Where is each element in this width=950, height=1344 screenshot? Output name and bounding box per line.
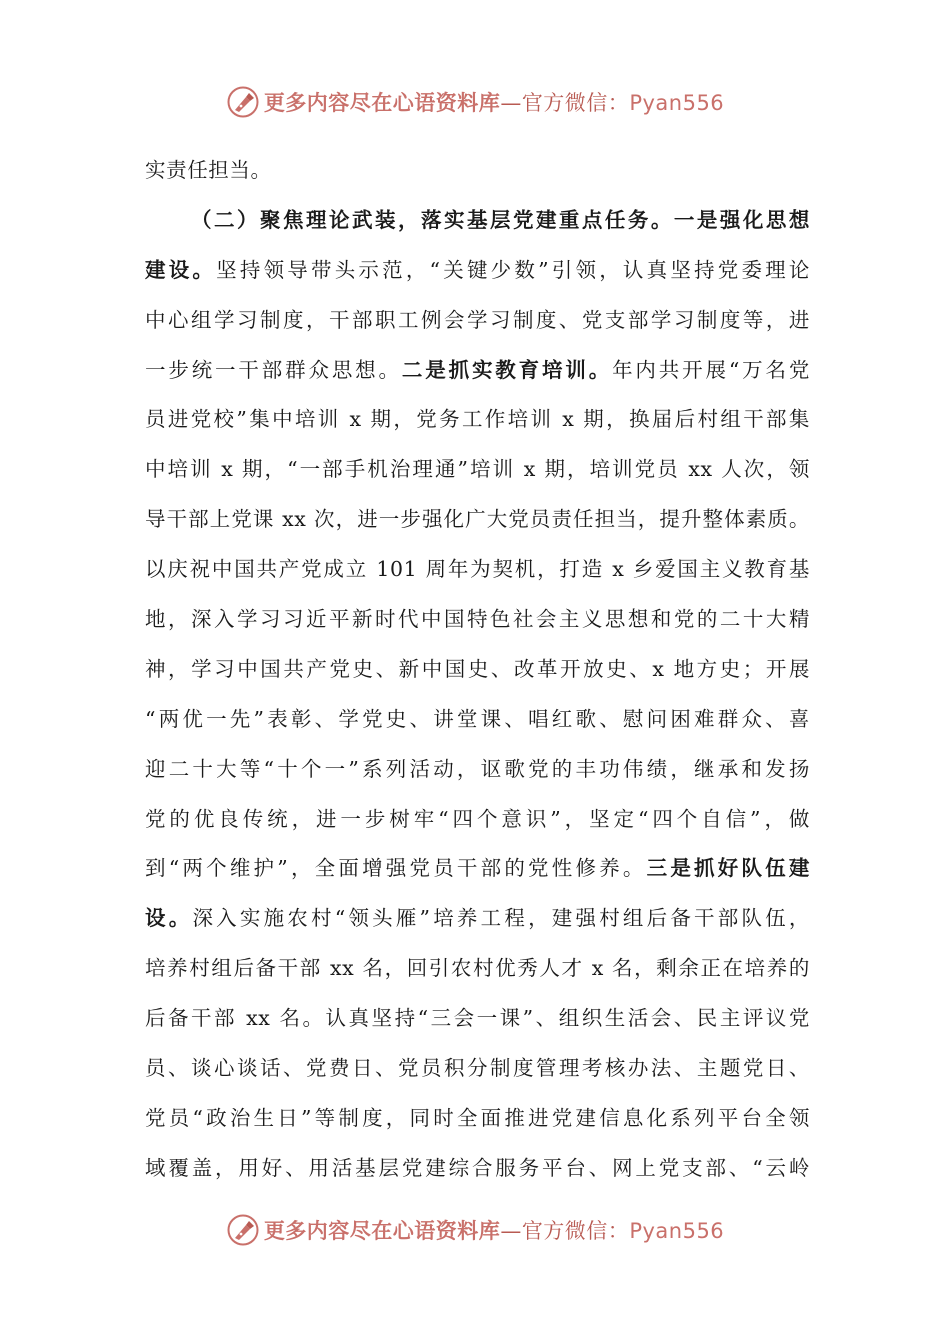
text-line	[145, 250, 810, 300]
text-segment: 坚持领导带头示范，“关键少数”引领，认真坚持党委理论	[216, 257, 810, 282]
text-segment: 深入实施农村“领头雁”培养工程，建强村组后备干部队伍，	[192, 906, 810, 931]
pen-nib-logo-icon	[226, 1213, 260, 1247]
text-segment: 地，深入学习习近平新时代中国特色社会主义思想和党的二十大精	[145, 607, 810, 632]
pen-nib-logo-icon	[226, 85, 260, 119]
watermark-site-name: 更多内容尽在心语资料库	[263, 91, 501, 115]
text-segment: 神，学习中国共产党史、新中国史、改革开放史、x 地方史；开展	[145, 656, 810, 681]
watermark-label: 官方微信：	[521, 1219, 630, 1243]
text-line	[145, 449, 810, 499]
bold-text-segment: 建设。	[145, 257, 217, 282]
watermark-wechat-id: Pyan556	[629, 91, 725, 115]
watermark-banner-top	[0, 80, 950, 124]
bold-text-segment: （二）聚焦理论武装，落实基层党建重点任务。一是强化思想	[191, 207, 810, 232]
text-line	[145, 399, 810, 449]
watermark-banner-bottom	[0, 1208, 950, 1252]
text-segment: 到“两个维护”，全面增强党员干部的党性修养。	[145, 856, 647, 881]
text-line	[145, 848, 810, 898]
text-segment: 年内共开展“万名党	[612, 357, 810, 382]
watermark-site-name: 更多内容尽在心语资料库	[263, 1219, 501, 1243]
text-line	[145, 200, 810, 250]
text-line	[145, 599, 810, 649]
text-line	[145, 898, 810, 948]
text-segment: 以庆祝中国共产党成立 101 周年为契机，打造 x 乡爱国主义教育基	[145, 557, 810, 582]
text-segment: 党员“政治生日”等制度，同时全面推进党建信息化系列平台全领	[145, 1105, 810, 1130]
text-line	[145, 350, 810, 400]
text-line	[145, 799, 810, 849]
watermark-text	[264, 87, 724, 117]
bold-text-segment: 设。	[145, 906, 193, 931]
bold-text-segment: 三是抓好队伍建	[646, 856, 810, 881]
text-segment: 中心组学习制度，干部职工例会学习制度、党支部学习制度等，进	[145, 307, 810, 332]
watermark-wechat-id: Pyan556	[629, 1219, 725, 1243]
watermark-label: 官方微信：	[521, 91, 630, 115]
text-segment: 导干部上党课 xx 次，进一步强化广大党员责任担当，提升整体素质。	[145, 507, 810, 532]
text-segment: “两优一先”表彰、学党史、讲堂课、唱红歌、慰问困难群众、喜	[145, 706, 810, 731]
text-line	[145, 1098, 810, 1148]
text-segment: 迎二十大等“十个一”系列活动，讴歌党的丰功伟绩，继承和发扬	[145, 756, 810, 781]
text-line	[145, 499, 810, 549]
watermark-text	[264, 1215, 724, 1245]
text-line	[145, 549, 810, 599]
text-segment: 域覆盖，用好、用活基层党建综合服务平台、网上党支部、“云岭	[145, 1155, 810, 1180]
text-line	[145, 998, 810, 1048]
text-line	[145, 150, 810, 200]
text-segment: 中培训 x 期，“一部手机治理通”培训 x 期，培训党员 xx 人次，领	[145, 457, 810, 482]
text-segment: 后备干部 xx 名。认真坚持“三会一课”、组织生活会、民主评议党	[145, 1006, 810, 1031]
text-segment: 培养村组后备干部 xx 名，回引农村优秀人才 x 名，剩余正在培养的	[145, 956, 810, 981]
watermark-separator: —	[500, 1219, 522, 1243]
text-segment: 实责任担当。	[145, 158, 272, 182]
text-line	[145, 649, 810, 699]
text-line	[145, 749, 810, 799]
text-segment: 员、谈心谈话、党费日、党员积分制度管理考核办法、主题党日、	[145, 1056, 810, 1081]
watermark-separator: —	[500, 91, 522, 115]
text-line	[145, 699, 810, 749]
text-line	[145, 300, 810, 350]
text-segment: 党的优良传统，进一步树牢“四个意识”，坚定“四个自信”，做	[145, 806, 810, 831]
document-body	[145, 150, 810, 1198]
text-line	[145, 948, 810, 998]
text-segment: 一步统一干部群众思想。	[145, 357, 402, 382]
bold-text-segment: 二是抓实教育培训。	[401, 357, 613, 382]
text-segment: 员进党校”集中培训 x 期，党务工作培训 x 期，换届后村组干部集	[145, 407, 810, 432]
text-line	[145, 1048, 810, 1098]
text-line	[145, 1148, 810, 1198]
